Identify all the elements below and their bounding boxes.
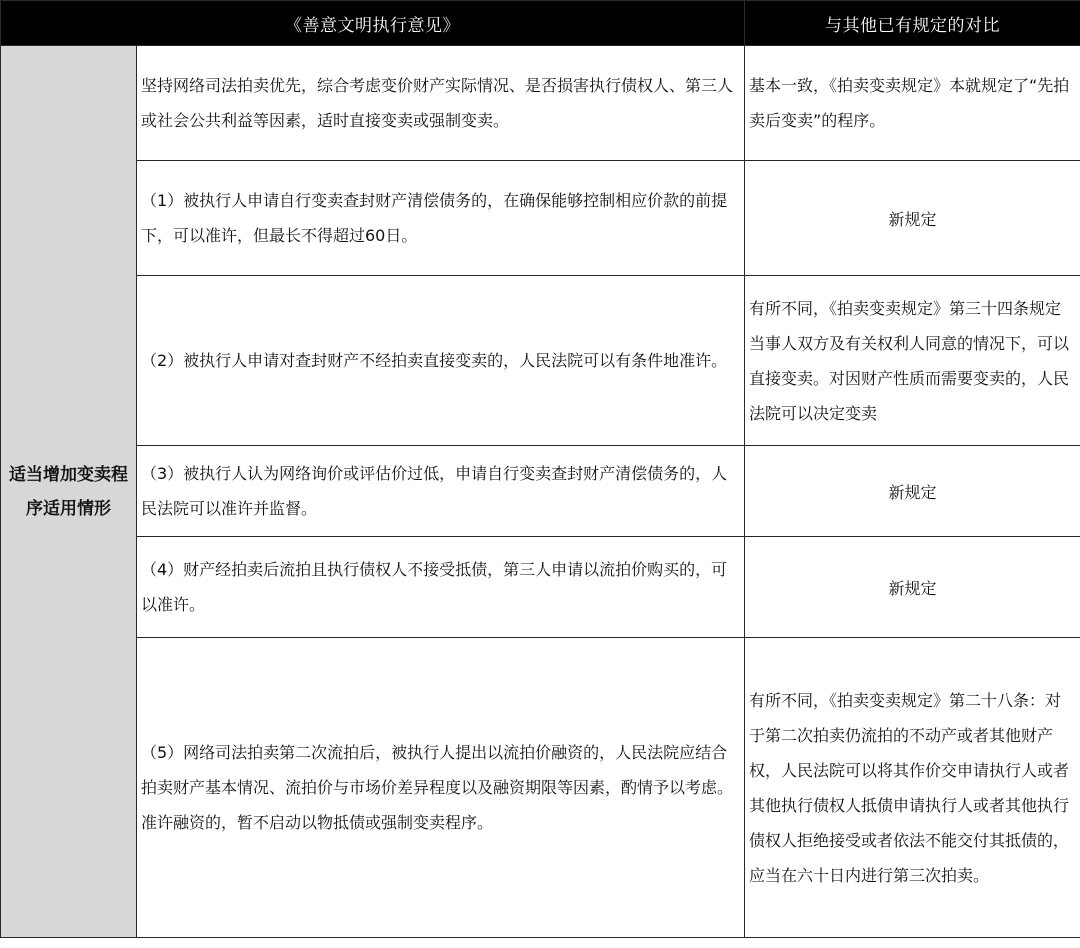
table-header-row [1, 1, 1080, 46]
main-cell: （4）财产经拍卖后流拍且执行债权人不接受抵债，第三人申请以流拍价购买的，可以准许。 [137, 537, 745, 638]
table-row [1, 46, 1080, 161]
main-cell: （1）被执行人申请自行变卖查封财产清偿债务的，在确保能够控制相应价款的前提下，可以准许，但最长不得超过60日。 [137, 161, 745, 276]
compare-cell: 新规定 [745, 537, 1080, 638]
compare-cell: 新规定 [745, 161, 1080, 276]
compare-cell: 基本一致，《拍卖变卖规定》本就规定了“先拍卖后变卖”的程序。 [745, 46, 1080, 161]
table-row [1, 638, 1080, 938]
main-cell: （3）被执行人认为网络询价或评估价过低，申请自行变卖查封财产清偿债务的，人民法院可以准许并监督。 [137, 446, 745, 537]
header-main-column: 《善意文明执行意见》 [1, 1, 745, 46]
category-cell: 适当增加变卖程序适用情形 [1, 46, 137, 938]
main-cell: （2）被执行人申请对查封财产不经拍卖直接变卖的，人民法院可以有条件地准许。 [137, 276, 745, 446]
compare-cell: 有所不同，《拍卖变卖规定》第二十八条：对于第二次拍卖仍流拍的不动产或者其他财产权，人民法院可以将其作价交申请执行人或者其他执行债权人抵债申请执行人或者其他执行债权人拒绝接受或者依法不能交付其抵债的，应当在六十日内进行第三次拍卖。 [745, 638, 1080, 938]
main-cell: （5）网络司法拍卖第二次流拍后，被执行人提出以流拍价融资的，人民法院应结合拍卖财产基本情况、流拍价与市场价差异程度以及融资期限等因素，酌情予以考虑。准许融资的，暂不启动以物抵债或强制变卖程序。 [137, 638, 745, 938]
main-cell: 坚持网络司法拍卖优先，综合考虑变价财产实际情况、是否损害执行债权人、第三人或社会公共利益等因素，适时直接变卖或强制变卖。 [137, 46, 745, 161]
table-row [1, 537, 1080, 638]
compare-cell: 新规定 [745, 446, 1080, 537]
table-row [1, 161, 1080, 276]
compare-cell: 有所不同，《拍卖变卖规定》第三十四条规定当事人双方及有关权利人同意的情况下，可以直接变卖。对因财产性质而需要变卖的，人民法院可以决定变卖 [745, 276, 1080, 446]
header-compare-column: 与其他已有规定的对比 [745, 1, 1080, 46]
table-row [1, 276, 1080, 446]
table-row [1, 446, 1080, 537]
